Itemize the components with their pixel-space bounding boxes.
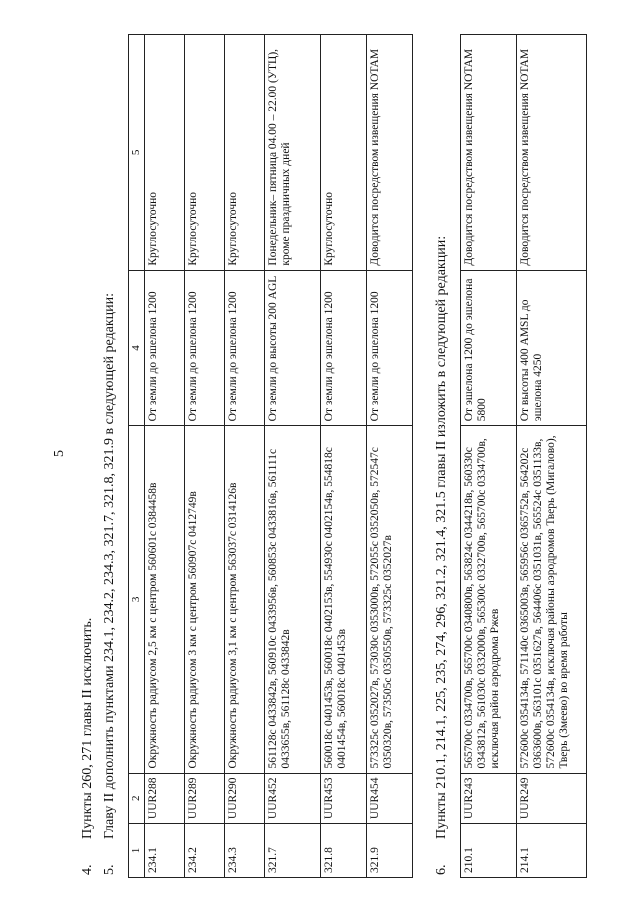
cell-boundary: 572600с 0354134в, 571140с 0365003в, 565956с 0365752в, 564202с 0363600в, 563101с 0351627в, 564406с 0351031в, 565524с 0351133в, 572600с 0354134в, исключая районы аэродромов Тверь (Мигалово), Тверь (Змеево) во время работы <box>517 426 587 773</box>
table-1-header-col-3: 3 <box>129 426 145 773</box>
table-row <box>145 35 185 878</box>
cell-zone-id: UUR249 <box>517 773 587 824</box>
cell-schedule: Круглосуточно <box>321 35 367 271</box>
cell-boundary: Окружность радиусом 3,1 км с центром 563037с 0314126в <box>225 426 265 773</box>
cell-zone-id: UUR453 <box>321 773 367 824</box>
cell-zone-id: UUR243 <box>461 773 517 824</box>
table-1-header-col-4: 4 <box>129 270 145 426</box>
cell-boundary: 560018с 0401453в, 560018с 0402153в, 554930с 0402154в, 554818с 0401454в, 560018с 0401453в <box>321 426 367 773</box>
table-row <box>517 35 587 878</box>
cell-point: 321.9 <box>367 824 413 878</box>
table-1-header-col-5: 5 <box>129 35 145 271</box>
cell-altitude: От земли до эшелона 1200 <box>321 270 367 426</box>
item-6-text: Пункты 210.1, 214.1, 225, 235, 274, 296, 321.2, 321.4, 321.5 главы II изложить в следующей редакции: <box>434 235 449 839</box>
table-1-header-col-2: 2 <box>129 773 145 824</box>
cell-boundary: 565700с 0334700в, 565700с 0340800в, 563824с 0344218в, 560330с 0343812в, 561030с 0332000в, 565300с 0332700в, 565700с 0334700в, исключая район аэродрома Ржев <box>461 426 517 773</box>
cell-boundary: Окружность радиусом 3 км с центром 560907с 0412749в <box>185 426 225 773</box>
table-row <box>225 35 265 878</box>
table-row <box>367 35 413 878</box>
cell-altitude: От земли до эшелона 1200 <box>367 270 413 426</box>
cell-zone-id: UUR452 <box>265 773 321 824</box>
item-6-number: 6. <box>434 864 449 875</box>
cell-altitude: От земли до эшелона 1200 <box>225 270 265 426</box>
cell-point: 234.3 <box>225 824 265 878</box>
table-1-header-col-1: 1 <box>129 824 145 878</box>
cell-altitude: От высоты 400 AMSL до эшелона 4250 <box>517 270 587 426</box>
cell-zone-id: UUR289 <box>185 773 225 824</box>
cell-altitude: От земли до эшелона 1200 <box>185 270 225 426</box>
cell-zone-id: UUR454 <box>367 773 413 824</box>
item-5-number: 5. <box>102 864 117 875</box>
page-number: 5 <box>52 450 67 457</box>
cell-boundary: 561128с 0433842в, 560910с 0433956в, 560853с 0433816в, 561111с 0433655в, 561128с 0433842в <box>265 426 321 773</box>
cell-schedule: Круглосуточно <box>145 35 185 271</box>
item-4-number: 4. <box>80 864 95 875</box>
cell-zone-id: UUR290 <box>225 773 265 824</box>
cell-point: 210.1 <box>461 824 517 878</box>
cell-point: 214.1 <box>517 824 587 878</box>
cell-altitude: От земли до эшелона 1200 <box>145 270 185 426</box>
cell-schedule: Круглосуточно <box>225 35 265 271</box>
cell-point: 321.7 <box>265 824 321 878</box>
table-2 <box>460 34 587 878</box>
cell-point: 234.2 <box>185 824 225 878</box>
cell-schedule: Доводится посредством извещения NOTAM <box>461 35 517 271</box>
cell-boundary: Окружность радиусом 2,5 км с центром 560601с 0384458в <box>145 426 185 773</box>
cell-zone-id: UUR288 <box>145 773 185 824</box>
table-row <box>461 35 517 878</box>
table-row <box>265 35 321 878</box>
cell-altitude: От эшелона 1200 до эшелона 5800 <box>461 270 517 426</box>
table-row <box>321 35 367 878</box>
cell-point: 321.8 <box>321 824 367 878</box>
table-row <box>185 35 225 878</box>
cell-schedule: Понедельник– пятница 04.00 – 22.00 (УТЦ), кроме праздничных дней <box>265 35 321 271</box>
cell-altitude: От земли до высоты 200 AGL <box>265 270 321 426</box>
item-5 <box>102 293 118 875</box>
item-5-text: Главу II дополнить пунктами 234.1, 234.2, 234.3, 321.7, 321.8, 321.9 в следующей редакции: <box>102 293 117 839</box>
item-6 <box>434 236 450 875</box>
cell-point: 234.1 <box>145 824 185 878</box>
item-4-text: Пункты 260, 271 главы II исключить. <box>80 617 95 839</box>
cell-boundary: 573325с 0352027в, 573030с 0353000в, 572055с 0352050в, 572547с 0350320в, 573505с 0350550в, 573325с 0352027в <box>367 426 413 773</box>
table-1-header-row <box>129 35 145 878</box>
cell-schedule: Доводится посредством извещения NOTAM <box>517 35 587 271</box>
cell-schedule: Доводится посредством извещения NOTAM <box>367 35 413 271</box>
item-4 <box>80 618 96 875</box>
cell-schedule: Круглосуточно <box>185 35 225 271</box>
table-1 <box>128 34 413 878</box>
